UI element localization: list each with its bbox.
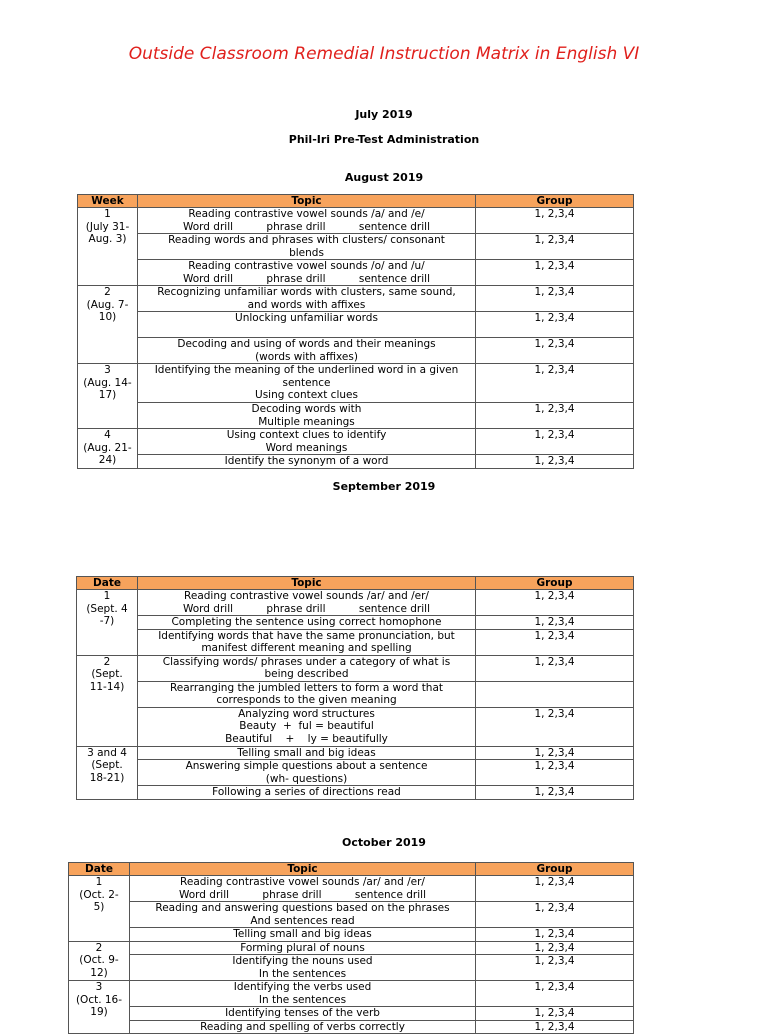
group-cell: 1, 2,3,4: [476, 629, 634, 655]
table-row: [69, 941, 634, 955]
group-cell: 1, 2,3,4: [476, 260, 634, 286]
table-row: [69, 955, 634, 981]
topic-cell: Unlocking unfamiliar words: [138, 312, 476, 338]
table-row: [69, 1020, 634, 1034]
table-row: [78, 286, 634, 312]
table-row: [77, 786, 634, 800]
group-cell: 1, 2,3,4: [476, 590, 634, 616]
topic-cell: Classifying words/ phrases under a category of what is being described: [138, 655, 476, 681]
october-heading: October 2019: [342, 836, 426, 849]
group-cell: 1, 2,3,4: [476, 1020, 634, 1034]
column-header-week: Week: [78, 195, 138, 208]
topic-cell: Reading words and phrases with clusters/ consonant blends: [138, 234, 476, 260]
table-row: [77, 746, 634, 760]
group-cell: 1, 2,3,4: [476, 455, 634, 469]
table-row: [78, 260, 634, 286]
week-cell: 2 (Oct. 9- 12): [69, 941, 130, 981]
topic-cell: Identify the synonym of a word: [138, 455, 476, 469]
table-row: [77, 707, 634, 746]
october-table: [68, 862, 634, 1034]
august-heading: August 2019: [344, 171, 424, 184]
group-cell: 1, 2,3,4: [476, 286, 634, 312]
topic-cell: Reading and spelling of verbs correctly: [130, 1020, 476, 1034]
column-header-topic: Topic: [138, 195, 476, 208]
september-heading: September 2019: [332, 480, 436, 493]
column-header-topic: Topic: [130, 863, 476, 876]
group-cell: 1, 2,3,4: [476, 655, 634, 681]
group-cell: 1, 2,3,4: [476, 746, 634, 760]
topic-cell: Decoding words with Multiple meanings: [138, 403, 476, 429]
group-cell: [476, 681, 634, 707]
table-row: [69, 1007, 634, 1021]
group-cell: 1, 2,3,4: [476, 234, 634, 260]
topic-cell: Decoding and using of words and their meanings (words with affixes): [138, 338, 476, 364]
table-header-row: [69, 863, 634, 876]
topic-cell: Rearranging the jumbled letters to form a word that corresponds to the given meaning: [138, 681, 476, 707]
week-cell: 4 (Aug. 21- 24): [78, 429, 138, 469]
week-cell: 2 (Aug. 7- 10): [78, 286, 138, 364]
table-header-row: [77, 577, 634, 590]
topic-cell: Identifying the meaning of the underlined word in a given sentence Using context clues: [138, 364, 476, 403]
topic-cell: Recognizing unfamiliar words with clusters, same sound, and words with affixes: [138, 286, 476, 312]
group-cell: 1, 2,3,4: [476, 760, 634, 786]
topic-cell: Identifying words that have the same pronunciation, but manifest different meaning and spelling: [138, 629, 476, 655]
group-cell: 1, 2,3,4: [476, 876, 634, 902]
table-row: [77, 629, 634, 655]
column-header-group: Group: [476, 195, 634, 208]
table-row: [69, 928, 634, 942]
group-cell: 1, 2,3,4: [476, 981, 634, 1007]
table-row: [78, 208, 634, 234]
table-row: [77, 681, 634, 707]
table-row: [78, 429, 634, 455]
column-header-topic: Topic: [138, 577, 476, 590]
july-activity: Phil-Iri Pre-Test Administration: [288, 133, 480, 146]
week-cell: 1 (Oct. 2- 5): [69, 876, 130, 942]
week-cell: 2 (Sept. 11-14): [77, 655, 138, 746]
table-row: [77, 655, 634, 681]
group-cell: 1, 2,3,4: [476, 786, 634, 800]
table-row: [69, 902, 634, 928]
topic-cell: Telling small and big ideas: [138, 746, 476, 760]
table-row: [69, 876, 634, 902]
september-table: [76, 576, 634, 800]
group-cell: 1, 2,3,4: [476, 1007, 634, 1021]
topic-cell: Reading contrastive vowel sounds /a/ and /e/ Word drill phrase drill sentence drill: [138, 208, 476, 234]
table-row: [78, 364, 634, 403]
group-cell: 1, 2,3,4: [476, 312, 634, 338]
topic-cell: Analyzing word structures Beauty + ful = beautiful Beautiful + ly = beautifully: [138, 707, 476, 746]
table-row: [78, 455, 634, 469]
topic-cell: Reading contrastive vowel sounds /ar/ and /er/ Word drill phrase drill sentence drill: [130, 876, 476, 902]
topic-cell: Identifying the nouns used In the sentences: [130, 955, 476, 981]
group-cell: 1, 2,3,4: [476, 955, 634, 981]
topic-cell: Identifying tenses of the verb: [130, 1007, 476, 1021]
group-cell: 1, 2,3,4: [476, 364, 634, 403]
group-cell: 1, 2,3,4: [476, 941, 634, 955]
topic-cell: Telling small and big ideas: [130, 928, 476, 942]
group-cell: 1, 2,3,4: [476, 902, 634, 928]
table-row: [69, 981, 634, 1007]
table-row: [77, 590, 634, 616]
table-row: [78, 403, 634, 429]
table-row: [78, 312, 634, 338]
week-cell: 1 (Sept. 4 -7): [77, 590, 138, 656]
group-cell: 1, 2,3,4: [476, 403, 634, 429]
topic-cell: Completing the sentence using correct homophone: [138, 616, 476, 630]
topic-cell: Reading contrastive vowel sounds /ar/ and /er/ Word drill phrase drill sentence drill: [138, 590, 476, 616]
column-header-group: Group: [476, 863, 634, 876]
week-cell: 1 (July 31- Aug. 3): [78, 208, 138, 286]
table-row: [77, 760, 634, 786]
column-header-date: Date: [77, 577, 138, 590]
group-cell: 1, 2,3,4: [476, 338, 634, 364]
table-header-row: [78, 195, 634, 208]
topic-cell: Reading and answering questions based on the phrases And sentences read: [130, 902, 476, 928]
topic-cell: Using context clues to identify Word meanings: [138, 429, 476, 455]
august-table: [77, 194, 634, 469]
week-cell: 3 and 4 (Sept. 18-21): [77, 746, 138, 799]
table-row: [78, 338, 634, 364]
page-title: Outside Classroom Remedial Instruction Matrix in English VI: [128, 44, 640, 64]
week-cell: 3 (Oct. 16- 19): [69, 981, 130, 1034]
group-cell: 1, 2,3,4: [476, 928, 634, 942]
group-cell: 1, 2,3,4: [476, 208, 634, 234]
week-cell: 3 (Aug. 14- 17): [78, 364, 138, 429]
table-row: [78, 234, 634, 260]
column-header-date: Date: [69, 863, 130, 876]
topic-cell: Answering simple questions about a sentence (wh- questions): [138, 760, 476, 786]
topic-cell: Identifying the verbs used In the sentences: [130, 981, 476, 1007]
group-cell: 1, 2,3,4: [476, 429, 634, 455]
table-row: [77, 616, 634, 630]
column-header-group: Group: [476, 577, 634, 590]
topic-cell: Forming plural of nouns: [130, 941, 476, 955]
topic-cell: Following a series of directions read: [138, 786, 476, 800]
group-cell: 1, 2,3,4: [476, 616, 634, 630]
topic-cell: Reading contrastive vowel sounds /o/ and /u/ Word drill phrase drill sentence drill: [138, 260, 476, 286]
july-heading: July 2019: [355, 108, 413, 121]
group-cell: 1, 2,3,4: [476, 707, 634, 746]
